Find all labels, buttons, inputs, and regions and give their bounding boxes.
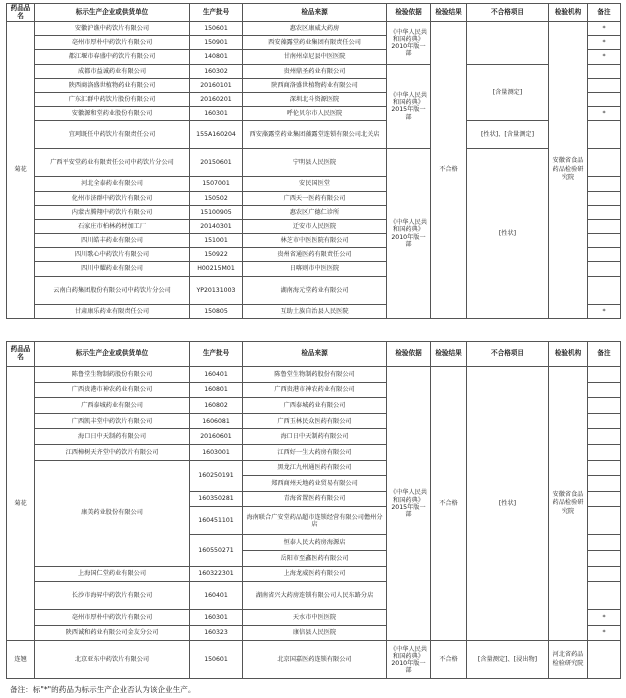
batch-cell: 150922 bbox=[190, 248, 243, 262]
manufacturer-cell: 化州市济群中药饮片有限公司 bbox=[35, 191, 190, 205]
drug-name-cell: 连翘 bbox=[7, 641, 35, 679]
source-cell: 西安藻露堂药业集团有限责任公司 bbox=[243, 36, 387, 50]
source-cell: 上海龙威医药有限公司 bbox=[243, 566, 387, 582]
batch-cell: 150601 bbox=[190, 22, 243, 36]
manufacturer-cell: 宜珂既任中药饮片有限责任公司 bbox=[35, 121, 190, 149]
source-cell: 广西天一医药有限公司 bbox=[243, 191, 387, 205]
batch-cell: YP20131003 bbox=[190, 276, 243, 304]
agency-cell: 河北省药品检验研究院 bbox=[549, 641, 588, 679]
basis-cell: 《中华人民共和国药典》2015年版一部 bbox=[387, 64, 431, 149]
source-cell: 康信县人民医院 bbox=[243, 625, 387, 641]
manufacturer-cell: 都江堰市春盛中药饮片有限公司 bbox=[35, 50, 190, 64]
remark-cell bbox=[588, 262, 621, 276]
batch-cell: 160323 bbox=[190, 625, 243, 641]
batch-cell: 20150601 bbox=[190, 149, 243, 177]
batch-cell: 140801 bbox=[190, 50, 243, 64]
batch-cell: 160801 bbox=[190, 382, 243, 398]
drug-name-cell: 菊花 bbox=[7, 367, 35, 641]
remark-cell bbox=[588, 177, 621, 191]
source-cell: 黑龙江九州通医药有限公司 bbox=[243, 460, 387, 476]
remark-cell: * bbox=[588, 107, 621, 121]
batch-cell: 160350281 bbox=[190, 491, 243, 507]
remark-cell: * bbox=[588, 36, 621, 50]
remark-cell bbox=[588, 460, 621, 476]
basis-cell: 《中华人民共和国药典》2010年版一部 bbox=[387, 641, 431, 679]
batch-cell: 155A160204 bbox=[190, 121, 243, 149]
batch-cell: 151001 bbox=[190, 234, 243, 248]
failed-items-cell: [含量测定]、[浸出物] bbox=[467, 641, 549, 679]
manufacturer-cell: 海口日中天制药有限公司 bbox=[35, 429, 190, 445]
source-cell: 林芝市中医医院有限公司 bbox=[243, 234, 387, 248]
manufacturer-cell: 河北全泰药业有限公司 bbox=[35, 177, 190, 191]
table-header-row bbox=[7, 342, 621, 367]
footnote: 备注：标"*"的药品为标示生产企业否认为该企业生产。 bbox=[10, 685, 196, 694]
batch-cell: 20160201 bbox=[190, 92, 243, 106]
remark-cell: * bbox=[588, 304, 621, 318]
basis-cell: 《中华人民共和国药典》2010年版一部 bbox=[387, 22, 431, 65]
manufacturer-cell: 亳州市厚朴中药饮片有限公司 bbox=[35, 36, 190, 50]
source-cell: 惠农区康威大药房 bbox=[243, 22, 387, 36]
remark-cell bbox=[588, 276, 621, 304]
manufacturer-cell: 甘肃康乐药业有限责任公司 bbox=[35, 304, 190, 318]
batch-cell: 160802 bbox=[190, 398, 243, 414]
source-cell: 陈鲁堂生物制药股份有限公司 bbox=[243, 367, 387, 383]
remark-cell bbox=[588, 429, 621, 445]
remark-cell bbox=[588, 398, 621, 414]
header-batch: 生产批号 bbox=[190, 342, 243, 367]
failed-items-cell: [性状] bbox=[467, 149, 549, 319]
batch-cell: 160301 bbox=[190, 107, 243, 121]
table-row bbox=[7, 121, 621, 149]
inspection-table-1 bbox=[6, 3, 621, 319]
manufacturer-cell: 广西平安堂药业有限责任公司中药饮片分公司 bbox=[35, 149, 190, 177]
manufacturer-cell: 陕西商洛盛世植物药业有限公司 bbox=[35, 78, 190, 92]
manufacturer-cell: 广东汇群中药饮片股份有限公司 bbox=[35, 92, 190, 106]
remark-cell bbox=[588, 507, 621, 535]
source-cell: 迁安市人民医院 bbox=[243, 219, 387, 233]
header-failed-items: 不合格项目 bbox=[467, 342, 549, 367]
remark-cell bbox=[588, 550, 621, 566]
header-manufacturer: 标示生产企业或供货单位 bbox=[35, 342, 190, 367]
source-cell: 广西玉林民众医药有限公司 bbox=[243, 413, 387, 429]
source-cell: 互助土族自治县人民医院 bbox=[243, 304, 387, 318]
header-remark: 备注 bbox=[588, 4, 621, 22]
source-cell: 惠农区广德仁诊所 bbox=[243, 205, 387, 219]
source-cell: 江西好一生大药房有限公司 bbox=[243, 444, 387, 460]
result-cell: 不合格 bbox=[431, 367, 467, 641]
remark-cell bbox=[588, 476, 621, 492]
header-manufacturer: 标示生产企业或供货单位 bbox=[35, 4, 190, 22]
source-cell: 湖南海元堂药业有限公司 bbox=[243, 276, 387, 304]
remark-cell bbox=[588, 191, 621, 205]
remark-cell bbox=[588, 205, 621, 219]
source-cell: 陕西商洛盛世植物药业有限公司 bbox=[243, 78, 387, 92]
batch-cell: 160451101 bbox=[190, 507, 243, 535]
source-cell: 郑西商州天地药业贸易有限公司 bbox=[243, 476, 387, 492]
header-batch: 生产批号 bbox=[190, 4, 243, 22]
remark-cell bbox=[588, 234, 621, 248]
remark-cell bbox=[588, 491, 621, 507]
header-failed-items: 不合格项目 bbox=[467, 4, 549, 22]
manufacturer-cell: 四川中耀药业有限公司 bbox=[35, 262, 190, 276]
failed-items-cell bbox=[467, 22, 549, 65]
remark-cell: * bbox=[588, 50, 621, 64]
remark-cell bbox=[588, 413, 621, 429]
manufacturer-cell: 云南白药集团股份有限公司中药饮片分公司 bbox=[35, 276, 190, 304]
header-agency: 检验机构 bbox=[549, 4, 588, 22]
remark-cell bbox=[588, 582, 621, 610]
manufacturer-cell: 广西凯丰堂中药饮片有限公司 bbox=[35, 413, 190, 429]
manufacturer-cell: 内蒙古腾翔中药饮片有限公司 bbox=[35, 205, 190, 219]
manufacturer-cell: 成都市益诚药业有限公司 bbox=[35, 64, 190, 78]
header-agency: 检验机构 bbox=[549, 342, 588, 367]
batch-cell: 160250191 bbox=[190, 460, 243, 491]
batch-cell: 160301 bbox=[190, 610, 243, 626]
batch-cell: 150805 bbox=[190, 304, 243, 318]
remark-cell bbox=[588, 641, 621, 679]
remark-cell bbox=[588, 149, 621, 177]
remark-cell bbox=[588, 64, 621, 78]
header-remark: 备注 bbox=[588, 342, 621, 367]
agency-cell: 安徽省食品药品检验研究院 bbox=[549, 22, 588, 319]
drug-name-cell: 菊花 bbox=[7, 22, 35, 319]
batch-cell: 160550271 bbox=[190, 535, 243, 566]
manufacturer-cell: 亳州市厚朴中药饮片有限公司 bbox=[35, 610, 190, 626]
remark-cell: * bbox=[588, 625, 621, 641]
agency-cell: 安徽省食品药品检验研究院 bbox=[549, 367, 588, 641]
result-cell: 不合格 bbox=[431, 22, 467, 319]
manufacturer-cell: 四川歌心中药饮片有限公司 bbox=[35, 248, 190, 262]
batch-cell: 1507001 bbox=[190, 177, 243, 191]
manufacturer-cell: 陈鲁堂生物制药股份有限公司 bbox=[35, 367, 190, 383]
header-source: 检品来源 bbox=[243, 342, 387, 367]
failed-items-cell: [含量测定] bbox=[467, 64, 549, 121]
source-cell: 安民国医堂 bbox=[243, 177, 387, 191]
source-cell: 深圳北斗资源医院 bbox=[243, 92, 387, 106]
batch-cell: 160401 bbox=[190, 367, 243, 383]
remark-cell bbox=[588, 535, 621, 551]
manufacturer-cell: 康美药业股份有限公司 bbox=[35, 460, 190, 566]
source-cell: 海南联合广安堂药品超市连锁经营有限公司儋州分店 bbox=[243, 507, 387, 535]
manufacturer-cell: 安徽沪谯中药饮片有限公司 bbox=[35, 22, 190, 36]
remark-cell bbox=[588, 566, 621, 582]
source-cell: 甘南州卓尼县中医医院 bbox=[243, 50, 387, 64]
remark-cell bbox=[588, 444, 621, 460]
source-cell: 广西泰城药业有限公司 bbox=[243, 398, 387, 414]
table-row bbox=[7, 149, 621, 177]
basis-cell: 《中华人民共和国药典》2015年版一部 bbox=[387, 367, 431, 641]
basis-cell: 《中华人民共和国药典》2010年版一部 bbox=[387, 149, 431, 319]
remark-cell bbox=[588, 92, 621, 106]
remark-cell bbox=[588, 382, 621, 398]
batch-cell: 20160601 bbox=[190, 429, 243, 445]
batch-cell: 150502 bbox=[190, 191, 243, 205]
manufacturer-cell: 石家庄市柏林药材加工厂 bbox=[35, 219, 190, 233]
table-row bbox=[7, 22, 621, 36]
source-cell: 日喀则市中医医院 bbox=[243, 262, 387, 276]
source-cell: 海口日中天制药有限公司 bbox=[243, 429, 387, 445]
batch-cell: 20140301 bbox=[190, 219, 243, 233]
remark-cell bbox=[588, 78, 621, 92]
remark-cell bbox=[588, 248, 621, 262]
manufacturer-cell: 广西贵港市神农药业有限公司 bbox=[35, 382, 190, 398]
table-header-row bbox=[7, 4, 621, 22]
source-cell: 岳阳市至鑫医药有限公司 bbox=[243, 550, 387, 566]
source-cell: 贵州省通医药有限责任公司 bbox=[243, 248, 387, 262]
table-row bbox=[7, 367, 621, 383]
batch-cell: 1603001 bbox=[190, 444, 243, 460]
manufacturer-cell: 广西泰城药业有限公司 bbox=[35, 398, 190, 414]
batch-cell: 160401 bbox=[190, 582, 243, 610]
header-drug-name: 药品品名 bbox=[7, 4, 35, 22]
batch-cell: H00215M01 bbox=[190, 262, 243, 276]
source-cell: 青海省置医药有限公司 bbox=[243, 491, 387, 507]
source-cell: 西安藻露堂药业集团藻露堂连锁有限公司北关店 bbox=[243, 121, 387, 149]
batch-cell: 150901 bbox=[190, 36, 243, 50]
manufacturer-cell: 长沙市海昇中药饮片有限公司 bbox=[35, 582, 190, 610]
header-drug-name: 药品品名 bbox=[7, 342, 35, 367]
source-cell: 呼伦贝尔市人民医院 bbox=[243, 107, 387, 121]
remark-cell: * bbox=[588, 610, 621, 626]
header-basis: 检验依据 bbox=[387, 342, 431, 367]
manufacturer-cell: 陕西诚和药业有限公司金友分公司 bbox=[35, 625, 190, 641]
source-cell: 北京国嘉医药连锁有限公司 bbox=[243, 641, 387, 679]
remark-cell bbox=[588, 121, 621, 149]
manufacturer-cell: 北京亚东中药饮片有限公司 bbox=[35, 641, 190, 679]
header-result: 检验结果 bbox=[431, 342, 467, 367]
result-cell: 不合格 bbox=[431, 641, 467, 679]
header-basis: 检验依据 bbox=[387, 4, 431, 22]
inspection-table-2 bbox=[6, 341, 621, 679]
failed-items-cell: [性状] bbox=[467, 367, 549, 641]
batch-cell: 20160101 bbox=[190, 78, 243, 92]
remark-cell bbox=[588, 219, 621, 233]
source-cell: 恒泰人民大药房海源店 bbox=[243, 535, 387, 551]
table-row bbox=[7, 64, 621, 78]
manufacturer-cell: 安徽源和堂药业股份有限公司 bbox=[35, 107, 190, 121]
table-row bbox=[7, 641, 621, 679]
batch-cell: 150601 bbox=[190, 641, 243, 679]
source-cell: 宁明县人民医院 bbox=[243, 149, 387, 177]
remark-cell bbox=[588, 367, 621, 383]
source-cell: 湖南省兴大药房连锁有限公司人民东路分店 bbox=[243, 582, 387, 610]
source-cell: 贵州鼎圣药业有限公司 bbox=[243, 64, 387, 78]
header-result: 检验结果 bbox=[431, 4, 467, 22]
manufacturer-cell: 四川皓丰药业有限公司 bbox=[35, 234, 190, 248]
batch-cell: 15100905 bbox=[190, 205, 243, 219]
manufacturer-cell: 江西樟树天齐堂中药饮片有限公司 bbox=[35, 444, 190, 460]
batch-cell: 1606081 bbox=[190, 413, 243, 429]
batch-cell: 160302 bbox=[190, 64, 243, 78]
failed-items-cell: [性状]、[含量测定] bbox=[467, 121, 549, 149]
header-source: 检品来源 bbox=[243, 4, 387, 22]
source-cell: 天水市中医医院 bbox=[243, 610, 387, 626]
source-cell: 广西贵港市神农药业有限公司 bbox=[243, 382, 387, 398]
manufacturer-cell: 上海国仁堂药业有限公司 bbox=[35, 566, 190, 582]
batch-cell: 160322301 bbox=[190, 566, 243, 582]
remark-cell: * bbox=[588, 22, 621, 36]
